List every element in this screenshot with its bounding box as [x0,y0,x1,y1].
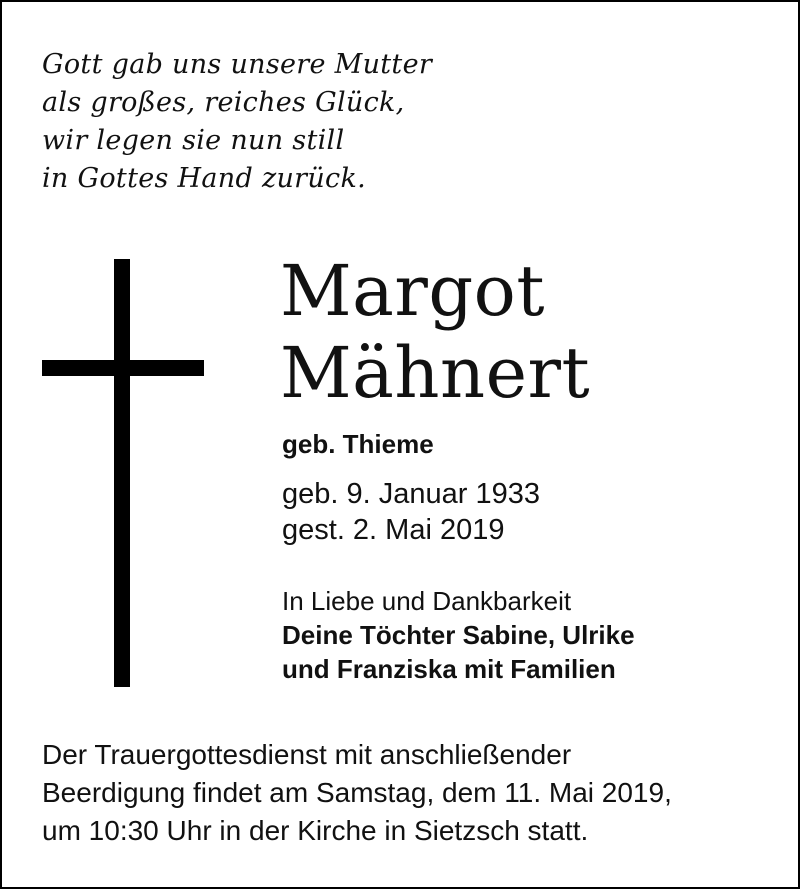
cross-horizontal-bar [42,360,204,376]
life-dates [282,476,540,548]
poem-line: in Gottes Hand zurück. [42,163,367,194]
mourners-line-1: Deine Töchter Sabine, Ulrike [282,620,635,650]
cross-icon [42,259,204,687]
funeral-service-info [42,736,782,850]
poem-line: wir legen sie nun still [42,125,345,156]
first-name: Margot [280,250,545,332]
service-line: Der Trauergottesdienst mit anschließender [42,739,572,770]
service-line: um 10:30 Uhr in der Kirche in Sietzsch statt. [42,815,589,846]
death-date: gest. 2. Mai 2019 [282,514,505,546]
maiden-name: geb. Thieme [282,429,434,459]
birth-date: geb. 9. Januar 1933 [282,478,540,510]
mourners-line-2: und Franziska mit Familien [282,654,616,684]
service-line: Beerdigung findet am Samstag, dem 11. Mai 2019, [42,777,672,808]
poem-line: als großes, reiches Glück, [42,87,405,118]
last-name: Mähnert [280,332,591,414]
cross-vertical-bar [114,259,130,687]
deceased-name [280,250,780,414]
poem-line: Gott gab uns unsere Mutter [42,49,433,80]
mourners-block [282,584,635,686]
memorial-poem [42,46,562,198]
mourners-intro: In Liebe und Dankbarkeit [282,586,572,616]
